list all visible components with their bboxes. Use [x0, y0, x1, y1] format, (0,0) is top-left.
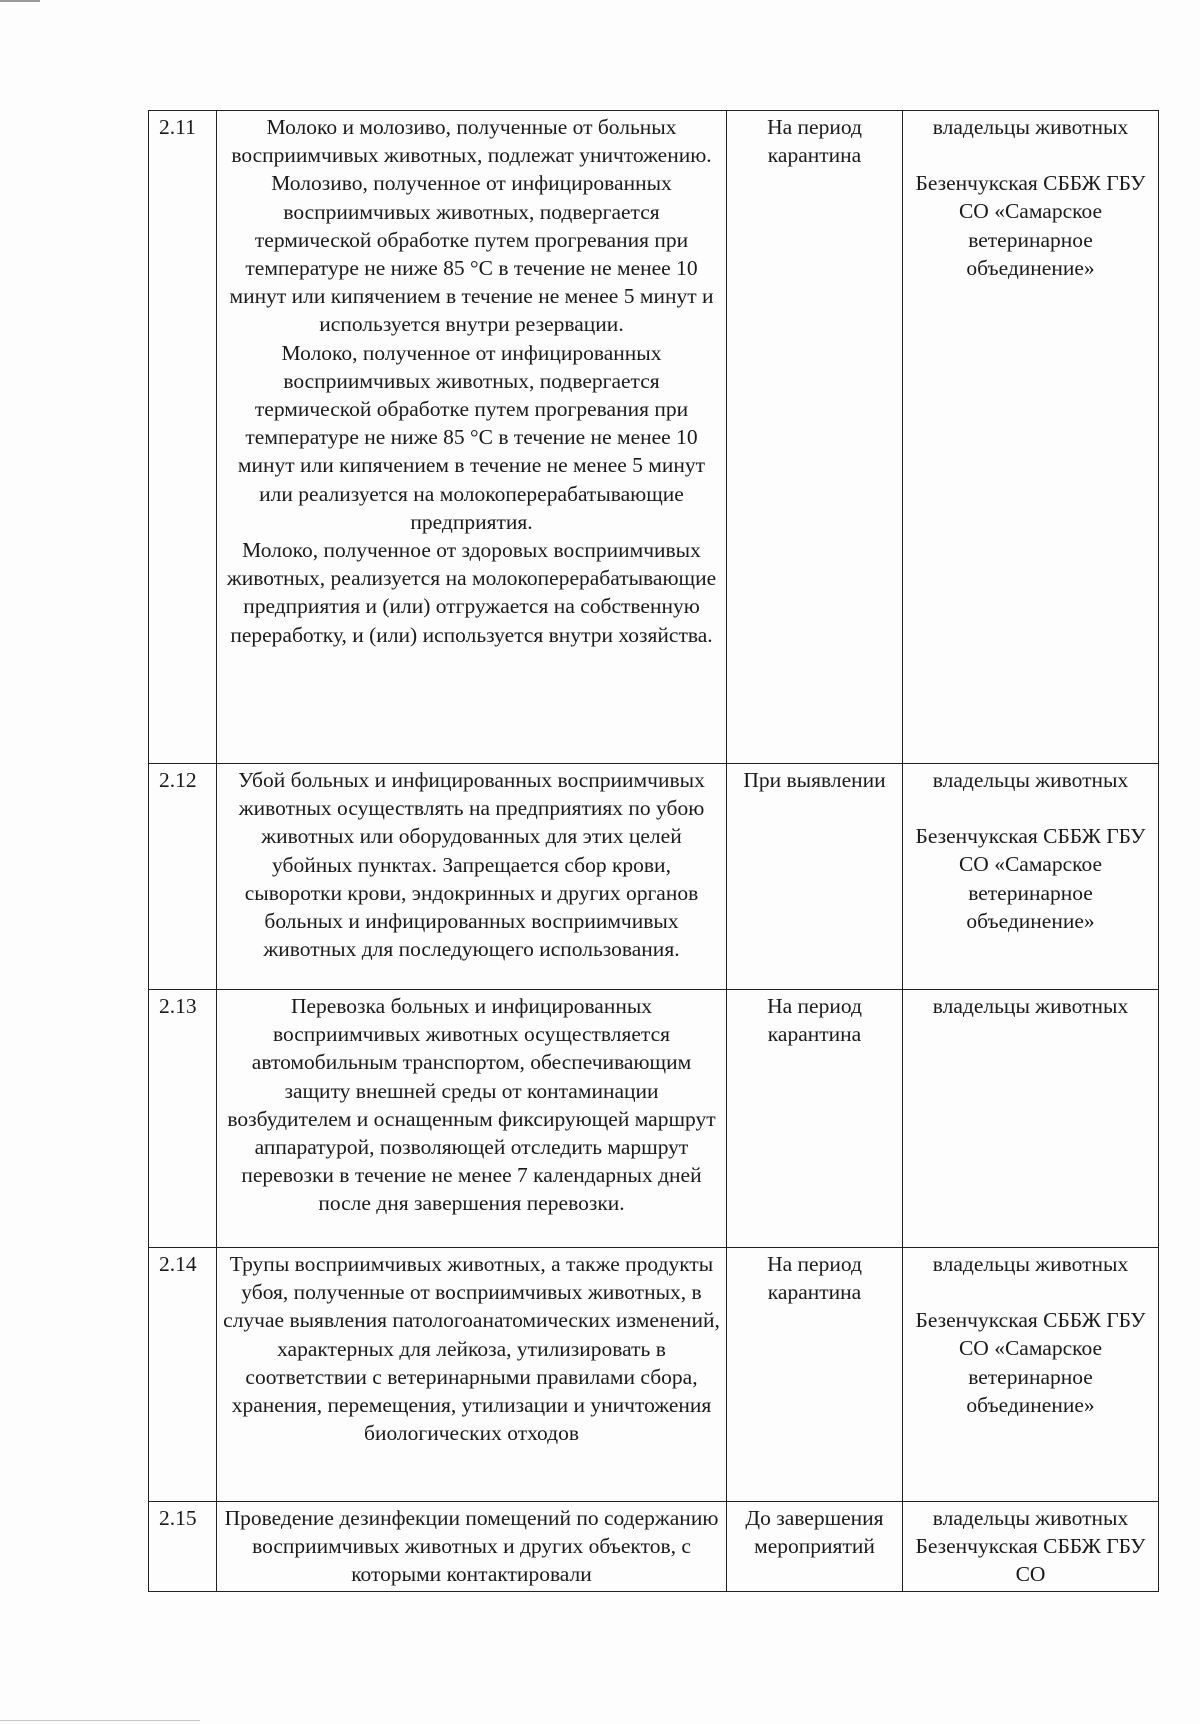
measure-paragraph: Молоко, полученное от инфицированных восприимчивых животных, подвергается термической обработке путем прогревания при температуре не ниже 85 °С в течение не менее 10 минут или кипячением в течение не менее 5 минут или реализуется на молокоперерабатывающие предприятия.: [237, 340, 706, 534]
measure-paragraph: Проведение дезинфекции помещений по содержанию восприимчивых животных и других объектов, с которыми контактировали: [224, 1506, 719, 1587]
measure-term: На период карантина: [727, 990, 903, 1248]
item-number: 2.12: [149, 764, 217, 990]
responsible-parties: [903, 111, 1159, 764]
measure-description: [217, 764, 727, 990]
item-number: 2.15: [149, 1502, 217, 1592]
responsible-parties: [903, 764, 1159, 990]
responsible-owner: владельцы животных: [932, 768, 1129, 792]
table-row: [149, 1502, 1159, 1592]
measure-paragraph: Перевозка больных и инфицированных восприимчивых животных осуществляется автомобильным транспортом, обеспечивающим защиту внешней среды от контаминации возбудителем и оснащенным фиксирующей маршрут аппаратурой, позволяющей отследить маршрут перевозки в течение не менее 7 календарных дней после дня завершения перевозки.: [227, 994, 716, 1216]
responsible-owner: владельцы животных: [932, 1252, 1129, 1276]
measure-description: [217, 1248, 727, 1502]
item-number: 2.13: [149, 990, 217, 1248]
responsible-parties: [903, 1248, 1159, 1502]
item-number: 2.14: [149, 1248, 217, 1502]
responsible-parties: [903, 990, 1159, 1248]
measure-description: [217, 111, 727, 764]
table-row: [149, 764, 1159, 990]
measure-description: [217, 1502, 727, 1592]
measure-term: При выявлении: [727, 764, 903, 990]
measures-table: [148, 110, 1159, 1592]
measure-term: До завершения мероприятий: [727, 1502, 903, 1592]
responsible-owner: владельцы животных: [932, 115, 1129, 139]
measure-paragraph: Молоко и молозиво, полученные от больных восприимчивых животных, подлежат уничтожению. Молозиво, полученное от инфицированных восприимчивых животных, подвергается термической обработке путем прогревания при температуре не ниже 85 °С в течение не менее 10 минут или кипячением в течение не менее 5 минут и используется внутри резервации.: [229, 115, 714, 337]
measure-term: На период карантина: [727, 111, 903, 764]
measure-paragraph: Трупы восприимчивых животных, а также продукты убоя, полученные от восприимчивых животных, в случае выявления патологоанатомических изменений, характерных для лейкоза, утилизировать в соответствии с ветеринарными правилами сбора, хранения, перемещения, утилизации и уничтожения биологических отходов: [223, 1252, 720, 1446]
table-row: [149, 1248, 1159, 1502]
table-row: [149, 111, 1159, 764]
measure-paragraph: Убой больных и инфицированных восприимчивых животных осуществлять на предприятиях по убою животных или оборудованных для этих целей убойных пунктах. Запрещается сбор крови, сыворотки крови, эндокринных и других органов больных и инфицированных восприимчивых животных для последующего использования.: [238, 768, 705, 962]
responsible-organization: Безенчукская СББЖ ГБУ СО «Самарское ветеринарное объединение»: [915, 824, 1146, 933]
measure-description: [217, 990, 727, 1248]
responsible-organization: Безенчукская СББЖ ГБУ СО «Самарское ветеринарное объединение»: [915, 171, 1146, 280]
measure-paragraph: Молоко, полученное от здоровых восприимчивых животных, реализуется на молокоперерабатывающие предприятия и (или) отгружается на собственную переработку, и (или) используется внутри хозяйства.: [226, 538, 717, 647]
measure-term: На период карантина: [727, 1248, 903, 1502]
responsible-parties: [903, 1502, 1159, 1592]
scan-edge-mark: [0, 0, 40, 2]
responsible-owner: владельцы животных: [932, 994, 1129, 1018]
item-number: 2.11: [149, 111, 217, 764]
responsible-owner: владельцы животных: [932, 1506, 1129, 1530]
scan-edge-mark: [0, 1720, 200, 1721]
responsible-organization: Безенчукская СББЖ ГБУ СО «Самарское ветеринарное объединение»: [915, 1308, 1146, 1417]
table-row: [149, 990, 1159, 1248]
responsible-organization: Безенчукская СББЖ ГБУ СО: [915, 1534, 1146, 1587]
